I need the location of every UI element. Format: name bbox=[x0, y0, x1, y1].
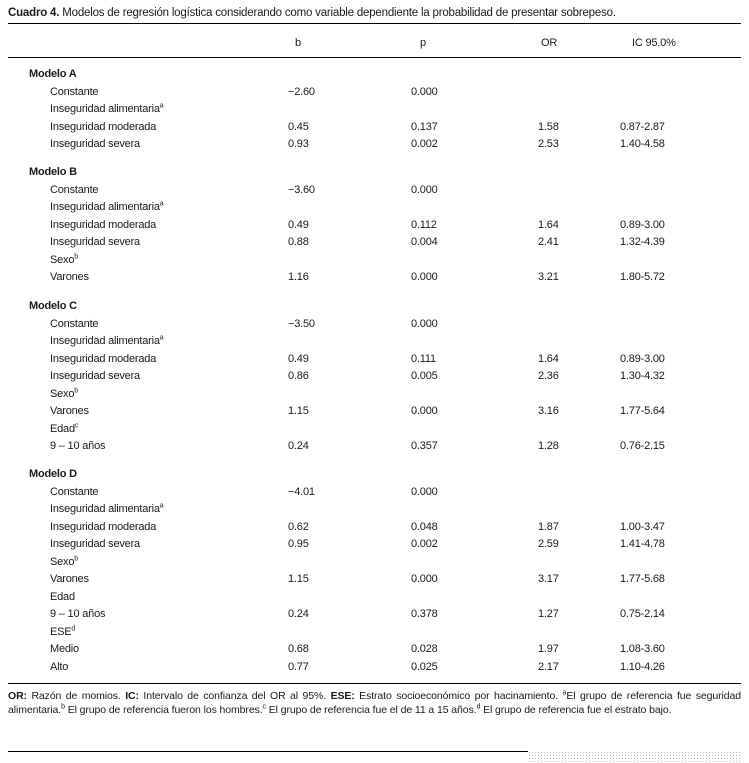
cell-or: 3.17 bbox=[538, 573, 559, 585]
row-label-text: Inseguridad alimentaria bbox=[50, 335, 160, 347]
footnote-marker: d bbox=[476, 703, 481, 711]
cell-p: 0.000 bbox=[411, 271, 438, 283]
footnote-marker: b bbox=[74, 386, 78, 394]
footnote-abbrev: IC: bbox=[125, 690, 139, 702]
footnote bbox=[8, 689, 741, 717]
cell-or: 1.28 bbox=[538, 440, 559, 452]
top-rule bbox=[8, 23, 741, 24]
cell-p: 0.002 bbox=[411, 538, 438, 550]
cell-ic: 0.89-3.00 bbox=[620, 352, 665, 365]
cell-b: 0.49 bbox=[288, 218, 309, 231]
row-label-text: Constante bbox=[50, 317, 99, 330]
page-texture bbox=[528, 751, 741, 763]
footnote-marker: b bbox=[74, 252, 78, 260]
cell-p: 0.357 bbox=[411, 440, 438, 452]
cell-or: 2.36 bbox=[538, 370, 559, 382]
cell-b: −4.01 bbox=[288, 485, 315, 498]
row-label bbox=[50, 404, 89, 418]
row-label-text: Sexo bbox=[50, 253, 75, 266]
row-label-text: Inseguridad severa bbox=[50, 236, 140, 248]
cell-or: 2.41 bbox=[538, 236, 559, 248]
model-title: Modelo B bbox=[29, 166, 77, 178]
cell-ic: 1.10-4.26 bbox=[620, 660, 665, 673]
row-label-text: Inseguridad moderada bbox=[50, 352, 157, 365]
caption-text: Modelos de regresión logística considerando como variable dependiente la probabilidad de presentar sobrepeso. bbox=[59, 7, 616, 19]
row-label-text: Alto bbox=[50, 660, 69, 673]
footnote-marker: c bbox=[74, 421, 79, 429]
cell-b: 0.24 bbox=[288, 440, 309, 452]
cell-ic: 1.77-5.68 bbox=[620, 573, 665, 585]
row-label bbox=[50, 555, 78, 569]
col-header-b: b bbox=[295, 37, 301, 49]
row-label bbox=[50, 520, 156, 534]
cell-or: 1.64 bbox=[538, 218, 559, 231]
row-label-text: 9 – 10 años bbox=[50, 608, 106, 620]
row-label-text: Inseguridad alimentaria bbox=[50, 503, 160, 515]
cell-b: 0.62 bbox=[288, 520, 309, 533]
row-label-text: Edad bbox=[50, 422, 75, 435]
row-label bbox=[50, 317, 98, 331]
footnote-text: El grupo de referencia fue el de 11 a 15 años. bbox=[265, 704, 477, 716]
row-label-text: Constante bbox=[50, 183, 99, 196]
footnote-marker: a bbox=[562, 689, 567, 697]
row-label-text: Edad bbox=[50, 590, 75, 603]
row-label bbox=[50, 485, 98, 499]
footnote-marker: d bbox=[71, 624, 76, 632]
cell-p: 0.002 bbox=[411, 138, 438, 150]
row-label bbox=[50, 102, 163, 116]
row-label bbox=[50, 369, 140, 383]
cell-ic: 1.40-4.58 bbox=[620, 138, 665, 150]
footnote-marker: a bbox=[159, 102, 164, 110]
footnote-abbrev: OR: bbox=[8, 690, 27, 702]
cell-b: 0.95 bbox=[288, 538, 309, 550]
cell-or: 1.64 bbox=[538, 352, 559, 365]
footnote-marker: a bbox=[159, 502, 164, 510]
footnote-text: Razón de momios. bbox=[26, 690, 126, 702]
cell-p: 0.000 bbox=[411, 573, 438, 585]
footnote-marker: b bbox=[61, 703, 65, 711]
row-label bbox=[50, 85, 98, 99]
cell-p: 0.000 bbox=[411, 485, 438, 498]
row-label-text: Inseguridad moderada bbox=[50, 120, 157, 133]
row-label bbox=[50, 200, 163, 214]
cell-b: 1.16 bbox=[288, 271, 309, 283]
cell-or: 2.53 bbox=[538, 138, 559, 150]
row-label bbox=[50, 352, 156, 366]
row-label bbox=[50, 235, 140, 249]
cell-p: 0.000 bbox=[411, 317, 438, 330]
cell-p: 0.028 bbox=[411, 643, 438, 655]
row-label bbox=[50, 387, 78, 401]
row-label-text: Inseguridad severa bbox=[50, 138, 140, 150]
cell-ic: 1.80-5.72 bbox=[620, 271, 665, 283]
cell-or: 1.27 bbox=[538, 608, 559, 620]
row-label bbox=[50, 218, 156, 232]
cell-b: 0.88 bbox=[288, 236, 309, 248]
table-caption bbox=[8, 7, 616, 19]
cell-ic: 1.32-4.39 bbox=[620, 236, 665, 248]
cell-p: 0.004 bbox=[411, 236, 438, 248]
cell-ic: 1.77-5.64 bbox=[620, 405, 665, 417]
cell-ic: 0.87-2.87 bbox=[620, 120, 665, 133]
row-label-text: Inseguridad alimentaria bbox=[50, 103, 160, 115]
table-bottom-rule bbox=[8, 683, 741, 684]
caption-label: Cuadro 4. bbox=[8, 7, 60, 19]
row-label-text: Sexo bbox=[50, 555, 75, 568]
row-label-text: Sexo bbox=[50, 387, 75, 400]
row-label bbox=[50, 270, 89, 284]
cell-p: 0.000 bbox=[411, 85, 438, 98]
row-label bbox=[50, 253, 78, 267]
cell-b: 0.77 bbox=[288, 660, 309, 673]
cell-b: 0.93 bbox=[288, 138, 309, 150]
row-label-text: ESE bbox=[50, 625, 72, 638]
footnote-text: El grupo de referencia fue el estrato bajo. bbox=[480, 704, 672, 716]
cell-b: 0.45 bbox=[288, 120, 309, 133]
cell-ic: 1.30-4.32 bbox=[620, 370, 665, 382]
row-label bbox=[50, 537, 140, 551]
footnote-marker: c bbox=[262, 703, 266, 711]
cell-ic: 1.08-3.60 bbox=[620, 643, 665, 655]
col-header-ic: IC 95.0% bbox=[632, 37, 676, 49]
model-title: Modelo A bbox=[29, 68, 77, 80]
col-header-or: OR bbox=[541, 37, 558, 49]
cell-p: 0.111 bbox=[411, 352, 436, 365]
cell-p: 0.000 bbox=[411, 183, 438, 196]
row-label-text: Varones bbox=[50, 271, 89, 283]
cell-b: −3.60 bbox=[288, 183, 315, 196]
cell-p: 0.005 bbox=[411, 370, 438, 382]
cell-ic: 1.41-4.78 bbox=[620, 538, 665, 550]
cell-p: 0.025 bbox=[411, 660, 438, 673]
row-label bbox=[50, 334, 163, 348]
row-label-text: Varones bbox=[50, 405, 89, 417]
cell-b: −3.50 bbox=[288, 317, 315, 330]
model-title: Modelo D bbox=[29, 468, 77, 480]
cell-ic: 0.89-3.00 bbox=[620, 218, 665, 231]
cell-b: 1.15 bbox=[288, 405, 309, 417]
cell-p: 0.048 bbox=[411, 520, 438, 533]
footnote-text: El grupo de referencia fue seguridad alimentaria. bbox=[8, 690, 741, 716]
footnote-text: El grupo de referencia fueron los hombres. bbox=[64, 704, 263, 716]
row-label bbox=[50, 439, 105, 453]
cell-or: 3.21 bbox=[538, 271, 559, 283]
cell-b: 1.15 bbox=[288, 573, 309, 585]
row-label bbox=[50, 502, 163, 516]
row-label bbox=[50, 183, 98, 197]
row-label bbox=[50, 590, 75, 604]
row-label-text: Varones bbox=[50, 573, 89, 585]
cell-or: 2.17 bbox=[538, 660, 559, 673]
cell-p: 0.137 bbox=[411, 120, 438, 133]
row-label-text: Inseguridad severa bbox=[50, 370, 140, 382]
row-label-text: Constante bbox=[50, 485, 99, 498]
row-label-text: Inseguridad moderada bbox=[50, 520, 157, 533]
cell-p: 0.378 bbox=[411, 608, 438, 620]
cell-or: 1.87 bbox=[538, 520, 559, 533]
cell-or: 1.97 bbox=[538, 643, 559, 655]
footnote-marker: a bbox=[159, 334, 164, 342]
row-label bbox=[50, 607, 105, 621]
footnote-marker: b bbox=[74, 554, 78, 562]
cell-or: 2.59 bbox=[538, 538, 559, 550]
footnote-text: Intervalo de confianza del OR al 95%. bbox=[138, 690, 331, 702]
cell-b: −2.60 bbox=[288, 85, 315, 98]
row-label-text: Medio bbox=[50, 643, 79, 655]
cell-ic: 0.75-2.14 bbox=[620, 608, 665, 620]
row-label-text: Inseguridad moderada bbox=[50, 218, 157, 231]
row-label bbox=[50, 120, 156, 134]
cell-b: 0.24 bbox=[288, 608, 309, 620]
model-title: Modelo C bbox=[29, 300, 77, 312]
cell-ic: 0.76-2.15 bbox=[620, 440, 665, 452]
cell-p: 0.000 bbox=[411, 405, 438, 417]
cell-p: 0.112 bbox=[411, 218, 437, 231]
cell-ic: 1.00-3.47 bbox=[620, 520, 665, 533]
row-label bbox=[50, 422, 78, 436]
footnote-marker: a bbox=[159, 200, 164, 208]
row-label bbox=[50, 625, 75, 639]
row-label-text: 9 – 10 años bbox=[50, 440, 106, 452]
row-label bbox=[50, 660, 68, 674]
cell-or: 3.16 bbox=[538, 405, 559, 417]
row-label-text: Inseguridad severa bbox=[50, 538, 140, 550]
cell-b: 0.86 bbox=[288, 370, 309, 382]
row-label bbox=[50, 572, 89, 586]
header-rule bbox=[8, 57, 741, 58]
row-label-text: Constante bbox=[50, 85, 99, 98]
row-label bbox=[50, 137, 140, 151]
cell-or: 1.58 bbox=[538, 120, 559, 133]
row-label-text: Inseguridad alimentaria bbox=[50, 201, 160, 213]
col-header-p: p bbox=[420, 37, 426, 49]
cell-b: 0.68 bbox=[288, 643, 309, 655]
footnote-abbrev: ESE: bbox=[330, 690, 355, 702]
footnote-text: Estrato socioeconómico por hacinamiento. bbox=[354, 690, 563, 702]
cell-b: 0.49 bbox=[288, 352, 309, 365]
page-bottom-rule bbox=[8, 751, 528, 752]
row-label bbox=[50, 642, 79, 656]
